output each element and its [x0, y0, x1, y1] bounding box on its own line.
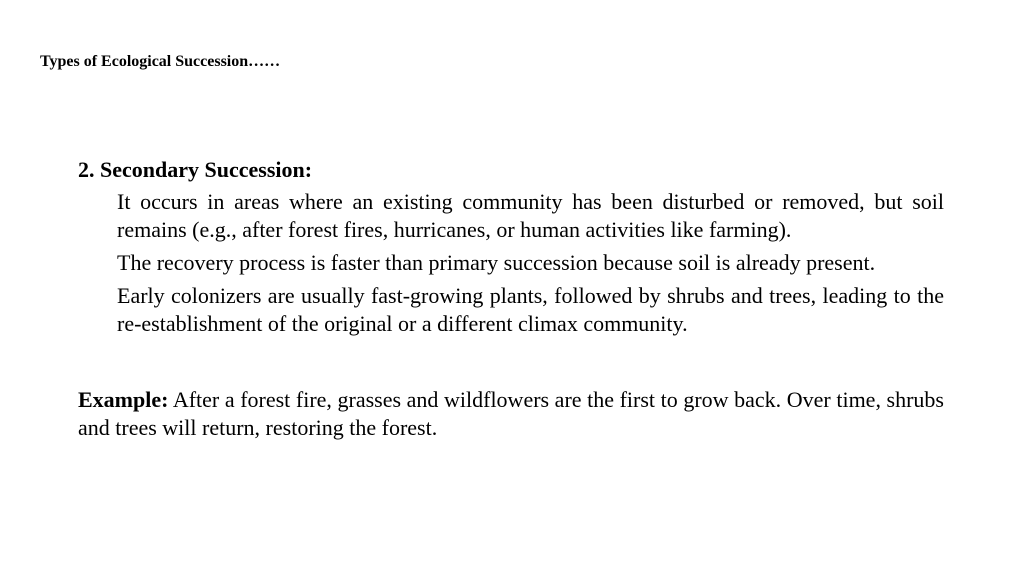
slide-content	[78, 156, 944, 442]
point-item: It occurs in areas where an existing community has been disturbed or removed, but soil remains (e.g., after forest fires, hurricanes, or human activities like farming).	[117, 189, 944, 242]
example-label: Example:	[78, 387, 169, 412]
slide-title: Types of Ecological Succession……	[40, 53, 281, 70]
example-text: After a forest fire, grasses and wildflowers are the first to grow back. Over time, shrubs and trees will return, restoring the forest.	[78, 387, 944, 440]
point-item: The recovery process is faster than primary succession because soil is already present.	[117, 250, 876, 275]
point-item: Early colonizers are usually fast-growing plants, followed by shrubs and trees, leading to the re-establishment of the original or a different climax community.	[117, 283, 944, 336]
example-paragraph	[78, 386, 944, 442]
points-list	[78, 188, 944, 338]
section-heading: 2. Secondary Succession:	[78, 157, 313, 182]
